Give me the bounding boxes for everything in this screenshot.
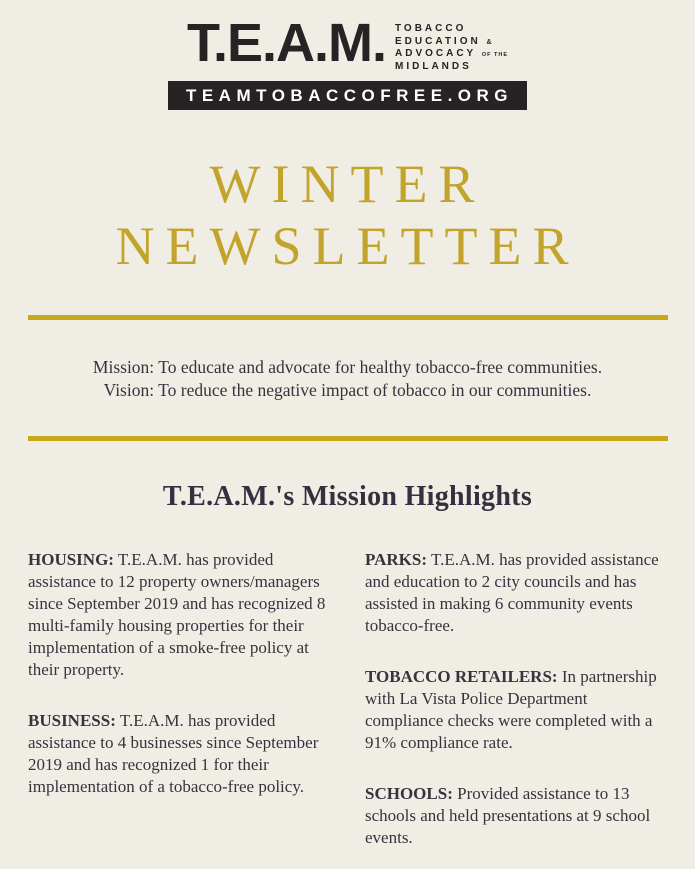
- tagline-line4: MIDLANDS: [395, 60, 472, 72]
- highlight-paragraph-schools: [365, 783, 670, 849]
- title-line-winter: WINTER: [209, 154, 486, 214]
- vision-statement: Vision: To reduce the negative impact of tobacco in our communities.: [103, 380, 592, 401]
- highlight-label-business: BUSINESS:: [28, 711, 116, 731]
- highlights-heading: T.E.A.M.'s Mission Highlights: [162, 481, 533, 513]
- highlight-paragraph-parks: [365, 549, 670, 637]
- highlight-text-business: T.E.A.M. has provided assistance to 4 businesses since September 2019 and has recognized 1 for their implementation of a tobacco-free policy.: [28, 711, 319, 797]
- highlights-left-column: [28, 549, 344, 869]
- highlight-label-parks: PARKS:: [365, 550, 428, 570]
- highlight-label-housing: HOUSING:: [28, 550, 114, 570]
- website-banner-wrap: [0, 81, 695, 110]
- team-logo: [0, 0, 695, 73]
- highlight-paragraph-business: [28, 710, 344, 798]
- tagline-line3: ADVOCACY: [395, 48, 477, 59]
- highlight-text-schools: Provided assistance to 13 schools and held presentations at 9 school events.: [365, 784, 651, 848]
- highlight-paragraph-housing: [28, 549, 344, 681]
- highlights-columns: [0, 549, 695, 869]
- highlights-right-column: [365, 549, 670, 869]
- website-banner: TEAMTOBACCOFREE.ORG: [168, 81, 527, 110]
- tagline-of-the: OF THE: [481, 52, 508, 58]
- highlight-label-schools: SCHOOLS:: [365, 784, 453, 804]
- title-line-newsletter: NEWSLETTER: [115, 215, 580, 276]
- newsletter-title: [0, 154, 695, 277]
- tagline-line2: EDUCATION: [395, 35, 481, 47]
- mission-vision-block: [0, 356, 695, 402]
- mission-statement: Mission: To educate and advocate for healthy tobacco-free communities.: [92, 357, 603, 378]
- tagline-ampersand: &: [486, 38, 493, 46]
- highlight-paragraph-tobacco-retailers: [365, 666, 670, 754]
- highlight-text-parks: T.E.A.M. has provided assistance and education to 2 city councils and has assisted in making 6 community events tobacco-free.: [365, 550, 659, 636]
- logo-tagline: [395, 23, 508, 73]
- gold-divider-top: [28, 315, 668, 320]
- highlight-text-housing: T.E.A.M. has provided assistance to 12 property owners/managers since September 2019 and has recognized 8 multi-family housing properties for their implementation of a smoke-free policy at their property.: [28, 550, 326, 680]
- highlight-label-tobacco-retailers: TOBACCO RETAILERS:: [365, 667, 558, 687]
- highlight-text-tobacco-retailers: In partnership with La Vista Police Department compliance checks were completed with a 91% compliance rate.: [365, 667, 657, 753]
- tagline-line1: TOBACCO: [395, 23, 467, 34]
- gold-divider-bottom: [28, 436, 668, 441]
- logo-acronym: T.E.A.M.: [186, 13, 386, 73]
